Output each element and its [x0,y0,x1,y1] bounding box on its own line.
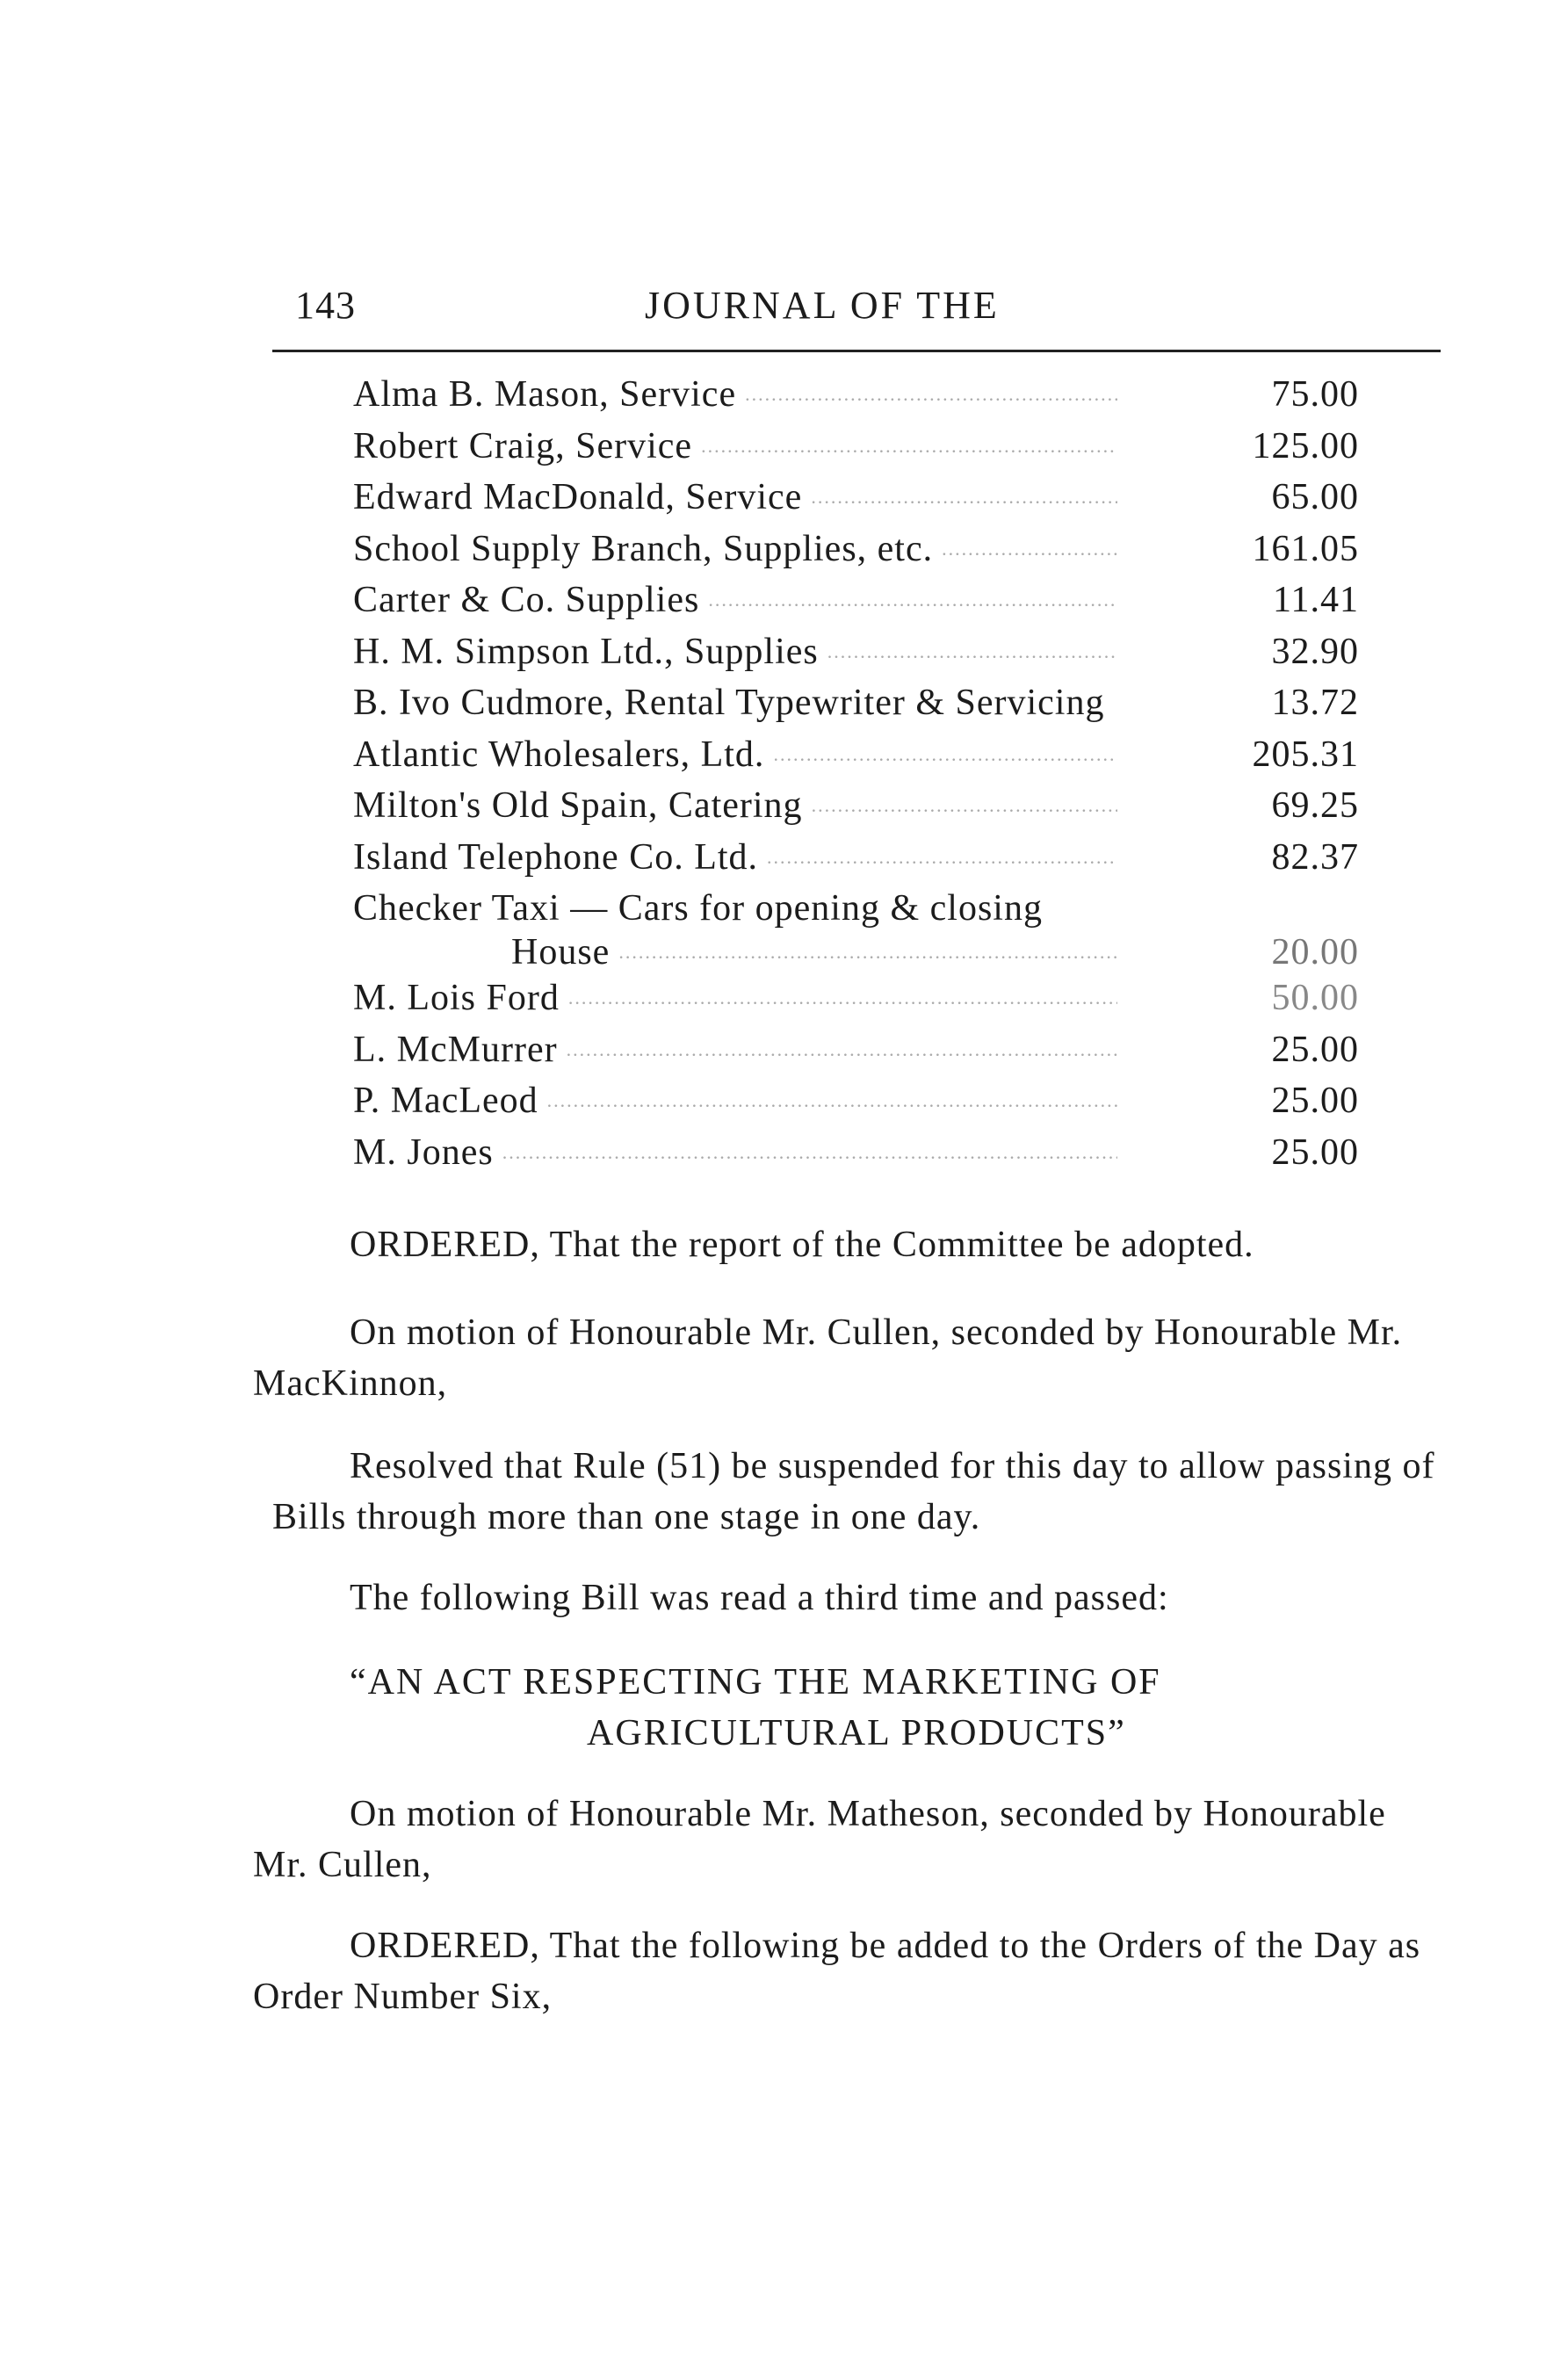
ledger-amount: 25.00 [1271,1131,1359,1173]
ledger-row [353,682,1359,734]
ledger-amount: 11.41 [1273,580,1359,620]
dot-leader [701,425,1117,467]
running-head: JOURNAL OF THE [645,284,1000,327]
ledger-amount: 161.05 [1252,528,1359,569]
page-header [272,279,1441,352]
ledger-row [353,734,1359,785]
ledger-amount: 82.37 [1271,836,1359,878]
dot-leader [708,579,1117,621]
ledger-row [353,373,1359,425]
ledger-label: Robert Craig, Service [353,425,693,466]
ledger-label: P. MacLeod [353,1081,538,1121]
dot-leader [547,1080,1117,1122]
resolved-paragraph: Resolved that Rule (51) be suspended for this day to allow passing of Bills through more than one stage in one day. [272,1446,1435,1537]
dot-leader [811,476,1117,518]
ledger-label: Atlantic Wholesalers, Ltd. [353,734,765,775]
ledger-row [353,1080,1359,1131]
expense-ledger [353,373,1359,1182]
ledger-row [353,476,1359,528]
ledger-amount: 50.00 [1271,978,1359,1018]
ledger-amount: 25.00 [1271,1029,1359,1070]
act-title-line: AGRICULTURAL PRODUCTS” [587,1713,1126,1753]
third-reading-paragraph: The following Bill was read a third time and passed: [350,1578,1169,1618]
motion-cullen-paragraph: On motion of Honourable Mr. Cullen, seconded by Honourable Mr. MacKinnon, [253,1312,1403,1404]
dot-leader [745,373,1117,416]
ledger-row [353,1029,1359,1081]
ledger-label: Island Telephone Co. Ltd. [353,836,759,878]
dot-leader [502,1131,1117,1174]
ledger-label: Milton's Old Spain, Catering [353,785,803,826]
ledger-row [353,579,1359,631]
ledger-amount: 125.00 [1252,425,1359,466]
dot-leader [773,734,1117,776]
ledger-label: M. Lois Ford [353,978,560,1018]
ledger-amount: 20.00 [1271,932,1359,972]
ledger-row [353,887,1359,977]
ledger-label: H. M. Simpson Ltd., Supplies [353,631,819,672]
ledger-label: B. Ivo Cudmore, Rental Typewriter & Servicing [353,683,1105,723]
ledger-label: M. Jones [353,1131,494,1173]
dot-leader [568,977,1117,1019]
page-number: 143 [295,284,356,327]
dot-leader [812,784,1117,827]
ledger-label: Carter & Co. Supplies [353,580,700,620]
dot-leader [942,528,1117,570]
ledger-amount: 75.00 [1271,374,1359,415]
dot-leader [618,931,1117,973]
ledger-row [353,425,1359,477]
ledger-amount: 65.00 [1271,477,1359,517]
dot-leader [767,836,1117,878]
ledger-label: Edward MacDonald, Service [353,477,803,517]
ledger-label-continuation: House [511,932,611,972]
ledger-label: Alma B. Mason, Service [353,374,737,415]
ledger-label: L. McMurrer [353,1029,558,1070]
ledger-label: School Supply Branch, Supplies, etc. [353,528,934,569]
ledger-row [353,528,1359,580]
ledger-row [353,784,1359,836]
ledger-amount: 32.90 [1271,631,1359,672]
ledger-row [353,631,1359,683]
ledger-row [353,1131,1359,1183]
ordered-adopted-paragraph: ORDERED, That the report of the Committee be adopted. [350,1225,1254,1265]
ledger-row [353,977,1359,1029]
act-title-line: “AN ACT RESPECTING THE MARKETING OF [350,1662,1161,1703]
ledger-amount: 69.25 [1271,785,1359,826]
act-title [350,1657,1263,1759]
dot-leader [567,1029,1117,1071]
ledger-label: Checker Taxi — Cars for opening & closing [353,888,1043,929]
ledger-amount: 25.00 [1271,1081,1359,1121]
ledger-amount: 13.72 [1271,683,1359,723]
ordered-added-paragraph: ORDERED, That the following be added to the Orders of the Day as Order Number Six, [253,1926,1421,2017]
ledger-amount: 205.31 [1252,734,1359,775]
motion-matheson-paragraph: On motion of Honourable Mr. Matheson, seconded by Honourable Mr. Cullen, [253,1794,1386,1885]
ledger-row [353,836,1359,888]
dot-leader [827,631,1117,673]
